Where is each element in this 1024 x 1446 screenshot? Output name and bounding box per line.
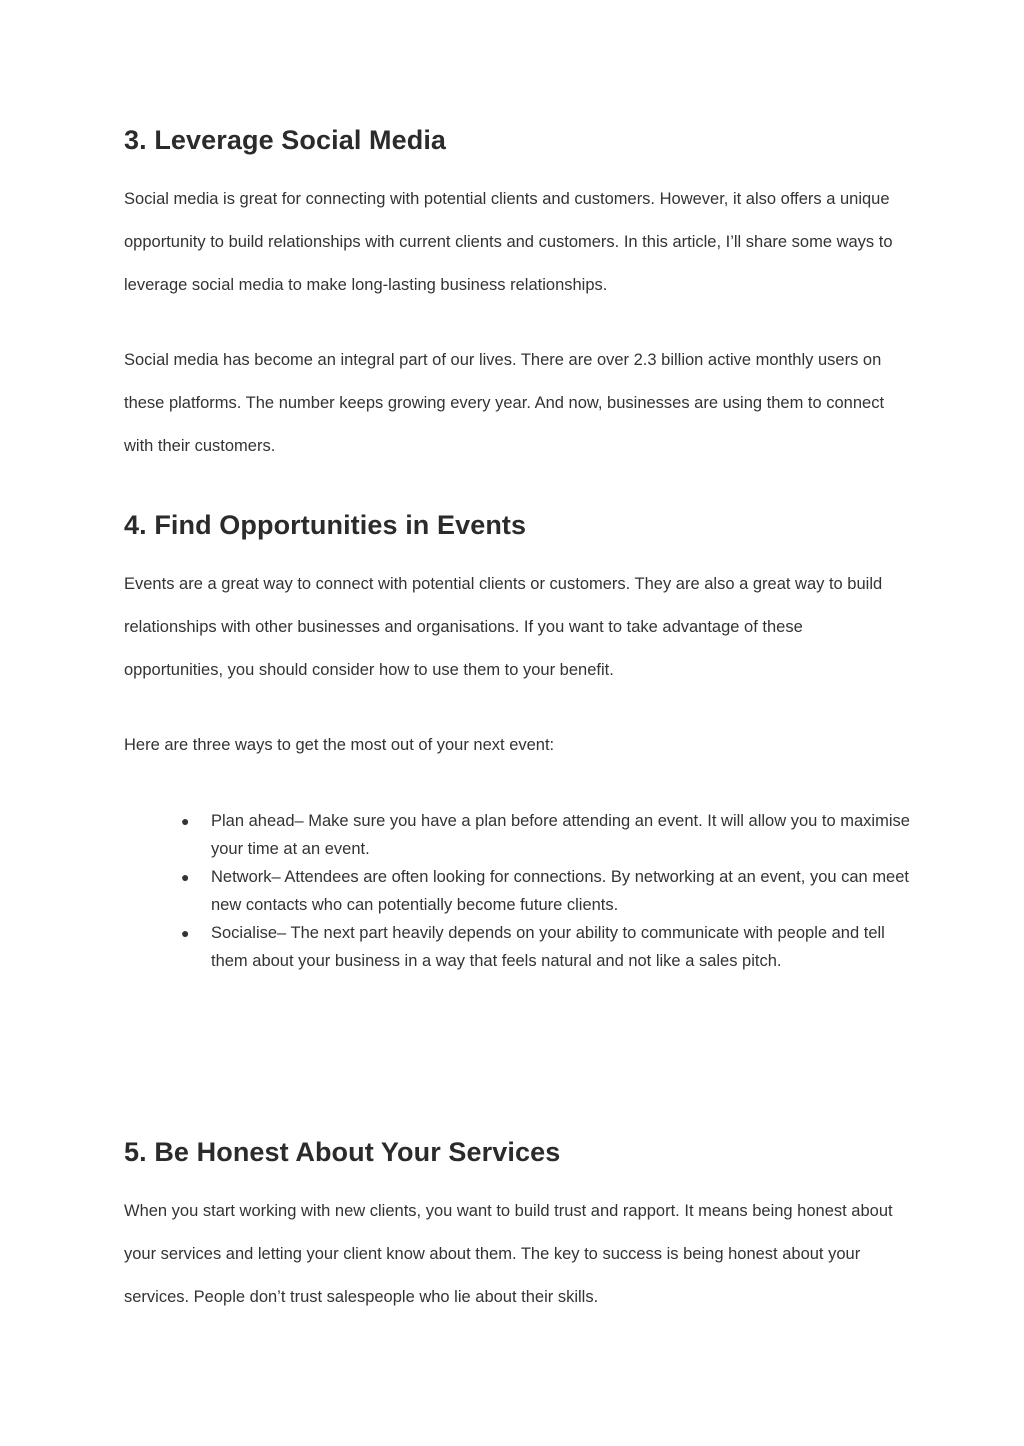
paragraph: Here are three ways to get the most out of your next event:	[124, 736, 555, 754]
section-heading-leverage-social-media: 3. Leverage Social Media	[124, 125, 447, 155]
bullet-icon: ●	[181, 869, 190, 885]
list-item-text: Network– Attendees are often looking for connections. By networking at an event, you can meet new contacts who can potentially become future clients.	[211, 868, 909, 914]
list-item	[124, 919, 914, 975]
list-item-text: Socialise– The next part heavily depends on your ability to communicate with people and tell them about your business in a way that feels natural and not like a sales pitch.	[211, 924, 885, 970]
paragraph: When you start working with new clients, you want to build trust and rapport. It means being honest about your services and letting your client know about them. The key to success is being honest about your services. People don’t trust salespeople who lie about their skills.	[124, 1202, 893, 1306]
section-heading-be-honest-about-your-services: 5. Be Honest About Your Services	[124, 1137, 561, 1167]
section-heading-find-opportunities-in-events: 4. Find Opportunities in Events	[124, 510, 527, 540]
list-item	[124, 807, 914, 863]
list-item-text: Plan ahead– Make sure you have a plan before attending an event. It will allow you to maximise your time at an event.	[211, 812, 910, 858]
bullet-list	[124, 807, 914, 975]
paragraph: Social media has become an integral part of our lives. There are over 2.3 billion active monthly users on these platforms. The number keeps growing every year. And now, businesses are using them to connect with their customers.	[124, 351, 885, 455]
bullet-icon: ●	[181, 925, 190, 941]
paragraph: Events are a great way to connect with potential clients or customers. They are also a great way to build relationships with other businesses and organisations. If you want to take advantage of these opportunities, you should consider how to use them to your benefit.	[124, 575, 883, 679]
bullet-icon: ●	[181, 813, 190, 829]
list-item	[124, 863, 914, 919]
paragraph: Social media is great for connecting with potential clients and customers. However, it also offers a unique opportunity to build relationships with current clients and customers. In this article, I’ll share some ways to leverage social media to make long-lasting business relationships.	[124, 190, 893, 294]
